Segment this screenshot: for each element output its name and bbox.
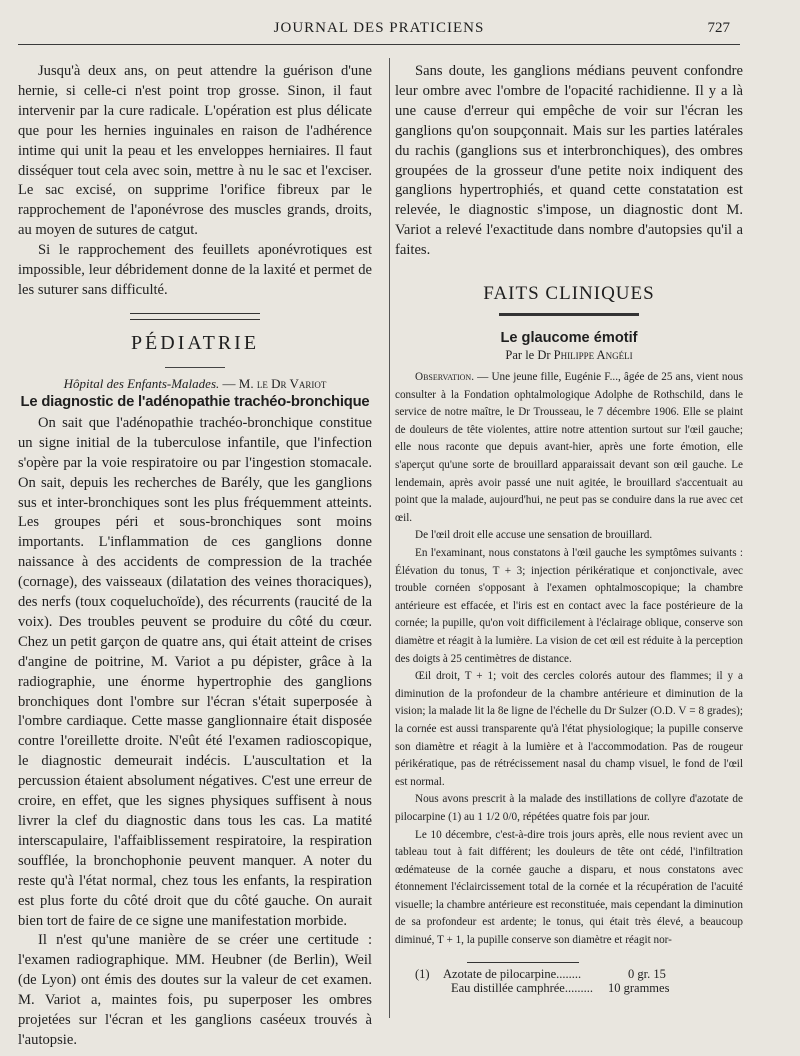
footnote-ingredient: Eau distillée camphrée......... [451,980,593,995]
page-header [18,18,740,45]
observation-paragraph-6: Le 10 décembre, c'est-à-dire trois jours après, elle nous revient avec un tableau tout à fait différent; les douleurs de tête ont cédé, l'infiltration œdémateuse de la cornée gauche a disparu, et nous constatons avec étonnement l'éclaircissement total de la cornée et la récupération de l'acuité visuelle; la chambre antérieure est reconstituée, mais cependant la diminution de sa profondeur est ardente; le tonus, qui était très élevé, a beaucoup diminué, T + 1, la pupille conserve son diamètre et réagit nor- [395,828,743,947]
section-title-pediatrie: PÉDIATRIE [130,331,260,354]
byline-prefix: Par le Dr [505,348,551,363]
left-column [18,62,372,1051]
hospital-name: Hôpital des Enfants-Malades. [63,375,220,391]
footnote-quantity: 10 grammes [608,980,670,995]
article-title-adenopathie: Le diagnostic de l'adénopathie trachéo-bronchique [20,393,370,410]
section-divider [130,313,260,320]
section-divider-small [165,367,225,368]
observation-label: Observation. [415,371,474,384]
footnote-rule [467,962,579,963]
footnote-ingredient: Azotate de pilocarpine........ [443,966,582,981]
observation-paragraph-2: De l'œil droit elle accuse une sensation de brouillard. [415,529,653,542]
adenopathie-paragraph: On sait que l'adénopathie trachéo-bronchique constitue un signe initial de la tuberculose infantile, que l'infection s'opère par la voie respiratoire ou par l'ingestion stomacale. On sait, depuis les recherches de Barély, que les ganglions sus et inter-bronchiques sont les plus fréquemment atteints. Les groupes péri et sous-bronchiques sont moins importants. L'inflammation de ces ganglions donne naissance à des accidents de compression de la trachée (cornage), des vaisseaux (dilatation des veines thoraciques), des nerfs (toux coqueluchoïde), des récurrents (raucité de la voix). Des troubles peuvent se produire du côté du cœur. Chez un petit garçon de quatre ans, qui était atteint de crises d'angine de poitrine, M. Variot a pu dépister, grâce à la radiographie, une énorme hypertrophie des ganglions bronchiques dont l'ombre sur l'écran s'était superposée à l'ombre cardiaque. Cette masse ganglionnaire était disposée contre l'oreillette droite. N'eût été l'examen radioscopique, le diagnostic demeurait indécis. L'auscultation et la percussion étaient absolument négatives. C'est une erreur de croire, en effet, que les signes physiques suffisent à nous livrer la clef du diagnostic dans tous les cas. La matité interscapulaire, l'affaiblissement respiratoire, la respiration soufflée, la bronchophonie peuvent manquer. A noter du reste qu'à l'état normal, chez tous les enfants, la respiration est plus forte du côté droit que du côté gauche. On aurait bien tort de faire de ce signe une manifestation morbide. [18,414,372,929]
ganglions-paragraph: Sans doute, les ganglions médians peuvent confondre leur ombre avec l'ombre de l'opacité rachidienne. Il y a là une cause d'erreur qui empêche de voir sur l'écran les ganglions qu'on soupçonnait. Mais sur les parties latérales du rachis (ganglions sus et interbronchiques), des ombres groupées de la grosseur d'une petite noix indiquent des ganglions hypertrophiés, et quand cette constatation est relevée, le diagnostic s'impose, un diagnostic dont M. Variot a relevé l'exactitude dans nombre d'autopsies qu'il a faites. [395,63,743,259]
hospital-line [18,376,372,392]
footnote-row [395,981,743,995]
byline-author: Philippe Angéli [553,348,633,363]
observation-paragraph [395,369,743,527]
footnote-row [395,967,743,981]
article-title-glaucome: Le glaucome émotif [500,330,638,347]
section-title-faits-cliniques: FAITS CLINIQUES [483,283,655,305]
observation-paragraph-3: En l'examinant, nous constatons à l'œil gauche les symptômes suivants : Élévation du tonus, T + 3; injection périkératique et conjonctivale, avec trouble cornéen s'opposant à l'examen ophtalmoscopique; la chambre antérieure est effacée, et l'iris est en contact avec la face postérieure de la cornée; la pupille, qu'on voit difficilement à l'éclairage oblique, conserve son diamètre et réagit à la lumière. La vision de cet œil est réduite à la perception des doigts à 25 centimètres de distance. [395,547,743,665]
footnote-quantity: 0 gr. 15 [628,966,666,981]
right-column [395,62,743,995]
observation-paragraph-4: Œil droit, T + 1; voit des cercles colorés autour des flammes; il y a diminution de la profondeur de la chambre antérieure et diminution de la vision; la malade lit la 8e ligne de l'échelle du Dr Sulzer (O.D. V = 8 grades); la cornée est aussi transparente qu'à l'état physiologique; la pupille conserve son diamètre et réagit à la lumière et à l'accommodation. Pas de rougeur périkératique, pas de rétrécissement nasal du champ visuel, le fond de l'œil est normal. [395,670,743,788]
byline [395,348,743,363]
observation-paragraph-5: Nous avons prescrit à la malade des instillations de collyre d'azotate de pilocarpine (1) au 1 1/2 0/0, répétées quatre fois par jour. [395,793,743,823]
footnote [395,967,743,995]
section-divider-thick [499,313,639,316]
page-number: 727 [707,20,730,36]
hernia-paragraph: Jusqu'à deux ans, on peut attendre la guérison d'une hernie, si celle-ci n'est point trop grosse. Sinon, il faut intervenir par la cure radicale. L'opération est plus délicate que pour les hernies inguinales en raison de l'adhérence intime qui unit la peau et les enveloppes herniaires. Il faut disséquer tout cela avec soin, mettre à nu le sac et l'exciser. Le sac excisé, on supprime l'orifice fibreux par le rapprochement de l'aponévrose des muscles grands, droits, au moyen de sutures de catgut. [18,63,372,239]
column-separator [389,58,390,1018]
hernia-paragraph-2: Si le rapprochement des feuillets aponévrotiques est impossible, leur débridement donne de la laxité et permet de les suturer sans difficulté. [18,242,372,298]
adenopathie-paragraph-2: Il n'est qu'une manière de se créer une certitude : l'examen radiographique. MM. Heubner (de Berlin), Weil (de Lyon) ont émis des doutes sur la valeur de cet examen. M. Variot a, maintes fois, pu superposer les ombres projetées sur l'écran et les ganglions caséeux trouvés à l'autopsie. [18,932,372,1048]
observation-text: — Une jeune fille, Eugénie F..., âgée de 25 ans, vient nous consulter à la Fondation ophtalmologique Adolphe de Rothschild, dans le service de notre maître, le Dr Trousseau, le 7 décembre 1906. Elle se plaint de douleurs de tête violentes, attire notre attention surtout sur l'œil gauche; elle nous raconte que depuis avant-hier, après une forte émotion, elle s'aperçut qu'une sorte de brouillard apparaissait devant son œil gauche. Le lendemain, après avoir passé une nuit agitée, le brouillard s'accentuait au point que la malade, aujourd'hui, ne peut pas se conduire dans la rue avec cet œil. [395,371,743,524]
hospital-author: — M. le Dr Variot [222,375,327,391]
footnote-number: (1) [415,966,430,981]
journal-title: JOURNAL DES PRATICIENS [273,20,485,36]
